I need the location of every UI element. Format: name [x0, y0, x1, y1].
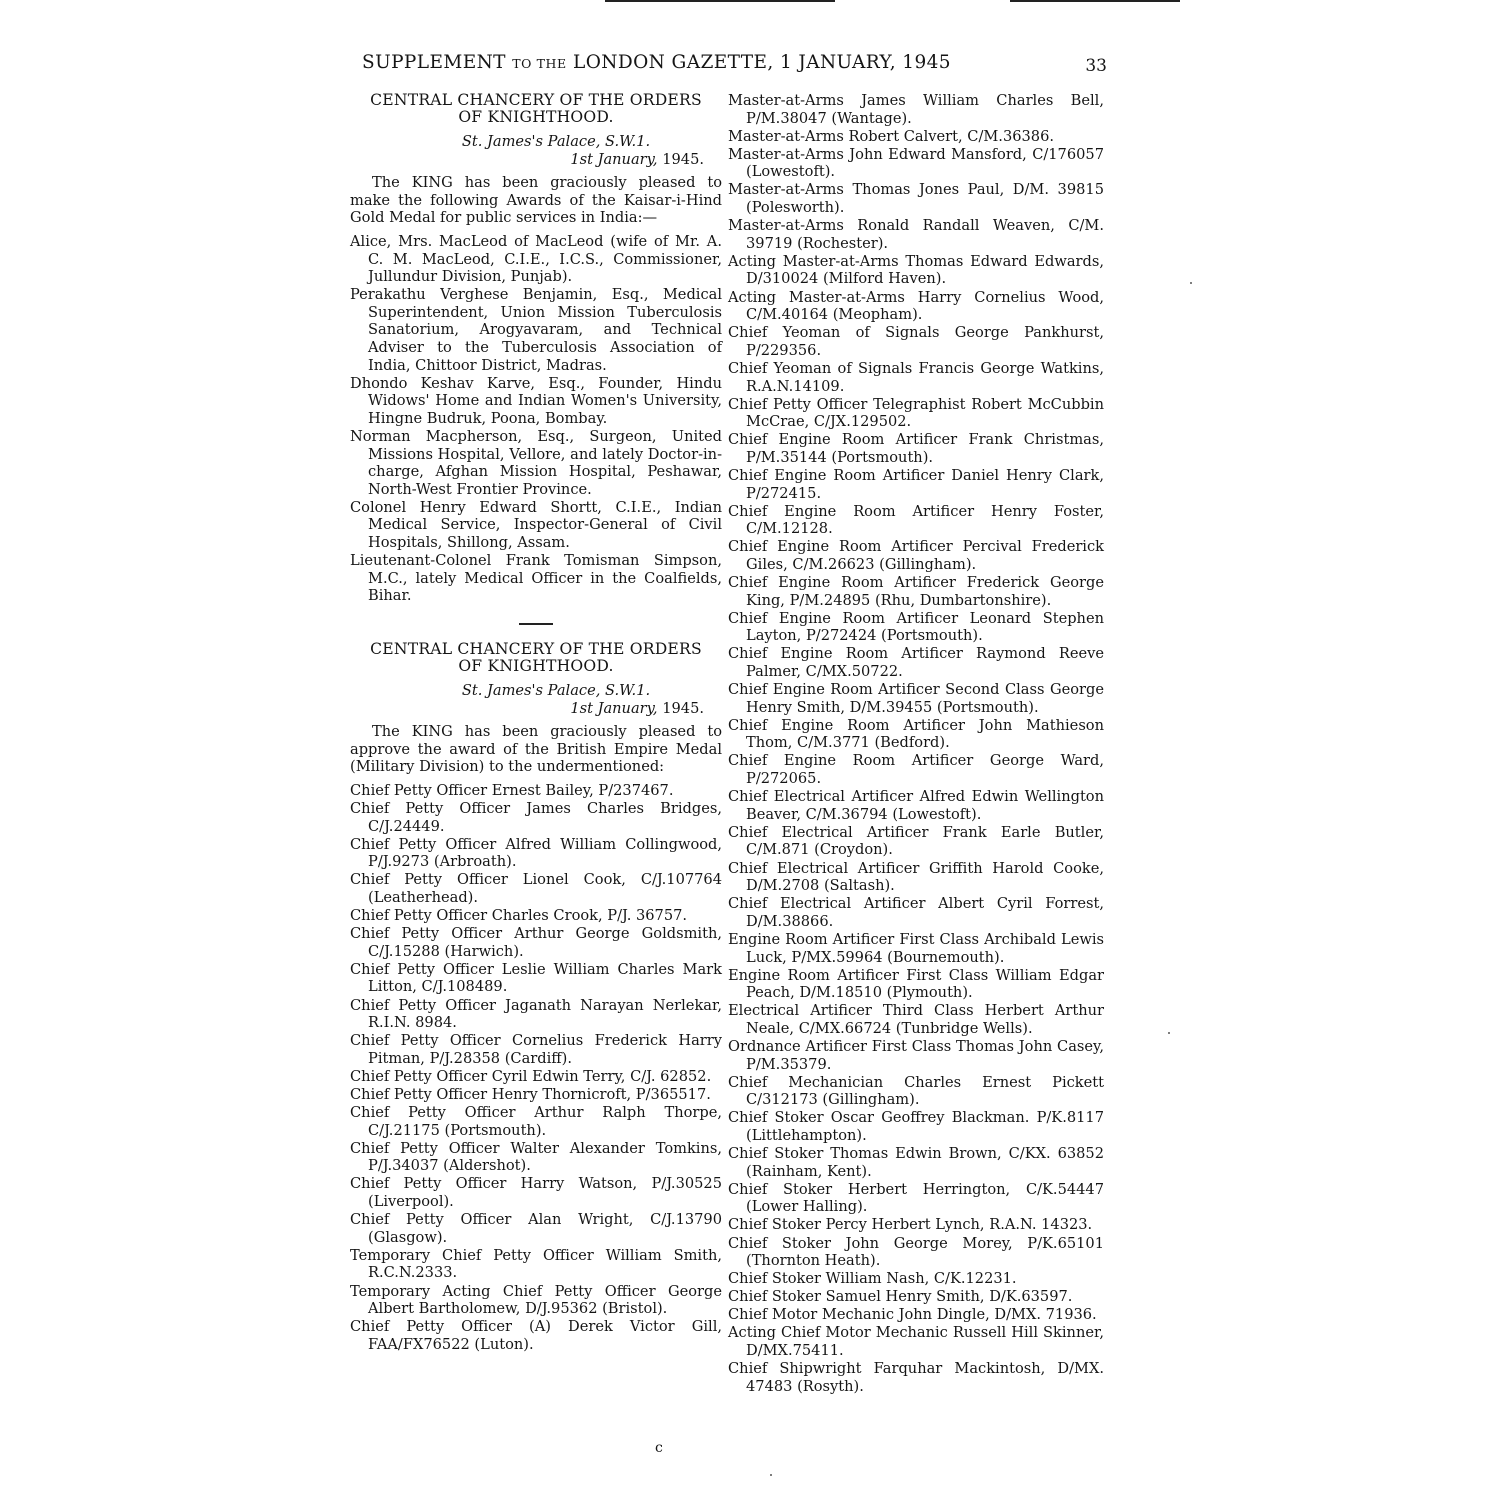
award-entry: Alice, Mrs. MacLeod of MacLeod (wife of Mr. A. C. M. MacLeod, C.I.E., I.C.S., Commissioner, Jullundur Division, Punjab). — [350, 232, 722, 286]
award-list — [350, 233, 722, 605]
award-entry: Temporary Acting Chief Petty Officer George Albert Bartholomew, D/J.95362 (Bristol). — [350, 1282, 722, 1318]
speck — [770, 1474, 772, 1476]
award-entry: Engine Room Artificer First Class Archibald Lewis Luck, P/MX.59964 (Bournemouth). — [728, 930, 1104, 966]
kaisar-i-hind-section — [350, 92, 722, 605]
award-entry: Master-at-Arms Ronald Randall Weaven, C/M. 39719 (Rochester). — [728, 217, 1104, 252]
section-divider — [519, 623, 553, 625]
section-title: CENTRAL CHANCERY OF THE ORDERS OF KNIGHTHOOD. — [370, 639, 702, 675]
award-entry: Colonel Henry Edward Shortt, C.I.E., Indian Medical Service, Inspector-General of Civil Hospitals, Shillong, Assam. — [350, 498, 722, 552]
award-entry: Chief Yeoman of Signals George Pankhurst, P/229356. — [728, 324, 1104, 359]
award-entry: Acting Master-at-Arms Thomas Edward Edwards, D/310024 (Milford Haven). — [728, 252, 1104, 288]
award-entry: Chief Stoker Herbert Herrington, C/K.54447 (Lower Halling). — [728, 1180, 1104, 1216]
award-entry: Chief Stoker Percy Herbert Lynch, R.A.N. 14323. — [728, 1216, 1093, 1234]
award-entry: Chief Petty Officer (A) Derek Victor Gill, FAA/FX76522 (Luton). — [350, 1318, 722, 1353]
award-entry: Engine Room Artificer First Class William Edgar Peach, D/M.18510 (Plymouth). — [728, 966, 1104, 1002]
award-entry: Chief Petty Officer Cornelius Frederick Harry Pitman, P/J.28358 (Cardiff). — [350, 1032, 722, 1067]
section-intro: The KING has been graciously pleased to approve the award of the British Empire Medal (Military Division) to the undermentioned: — [350, 723, 722, 776]
award-entry: Chief Petty Officer Ernest Bailey, P/237467. — [350, 781, 674, 799]
award-entry: Chief Petty Officer Alan Wright, C/J.13790 (Glasgow). — [350, 1211, 722, 1246]
award-entry: Chief Electrical Artificer Albert Cyril Forrest, D/M.38866. — [728, 895, 1104, 930]
award-entry: Chief Petty Officer Alfred William Collingwood, P/J.9273 (Arbroath). — [350, 835, 722, 871]
award-entry: Lieutenant-Colonel Frank Tomisman Simpson, M.C., lately Medical Officer in the Coalfields, Bihar. — [350, 552, 722, 605]
award-entry: Chief Petty Officer Lionel Cook, C/J.107764 (Leatherhead). — [350, 871, 722, 906]
award-entry: Chief Engine Room Artificer Frank Christmas, P/M.35144 (Portsmouth). — [728, 431, 1104, 466]
award-entry: Chief Engine Room Artificer Henry Foster, C/M.12128. — [728, 502, 1104, 538]
award-entry: Chief Petty Officer James Charles Bridges, C/J.24449. — [350, 800, 722, 835]
award-entry: Chief Electrical Artificer Griffith Harold Cooke, D/M.2708 (Saltash). — [728, 859, 1104, 895]
award-entry: Chief Stoker Samuel Henry Smith, D/K.63597. — [728, 1288, 1073, 1306]
award-entry: Chief Stoker Thomas Edwin Brown, C/KX. 63852 (Rainham, Kent). — [728, 1145, 1104, 1180]
british-empire-medal-section — [350, 641, 722, 1353]
section-date: 1st January, 1945. — [570, 150, 704, 168]
award-entry: Temporary Chief Petty Officer William Smith, R.C.N.2333. — [350, 1246, 722, 1282]
award-entry: Electrical Artificer Third Class Herbert Arthur Neale, C/MX.66724 (Tunbridge Wells). — [728, 1002, 1104, 1037]
left-column — [350, 92, 722, 1354]
award-entry: Chief Petty Officer Arthur Ralph Thorpe, C/J.21175 (Portsmouth). — [350, 1104, 722, 1139]
award-entry: Chief Petty Officer Telegraphist Robert McCubbin McCrae, C/JX.129502. — [728, 395, 1104, 431]
section-date: 1st January, 1945. — [570, 699, 704, 717]
award-entry: Chief Engine Room Artificer George Ward, P/272065. — [728, 752, 1104, 788]
award-entry: Dhondo Keshav Karve, Esq., Founder, Hindu Widows' Home and Indian Women's University, Hingne Budruk, Poona, Bombay. — [350, 374, 722, 427]
award-entry: Chief Stoker William Nash, C/K.12231. — [728, 1270, 1017, 1288]
section-intro: The KING has been graciously pleased to make the following Awards of the Kaisar-i-Hind Gold Medal for public services in India:— — [350, 174, 722, 227]
award-entry: Chief Electrical Artificer Alfred Edwin Wellington Beaver, C/M.36794 (Lowestoft). — [728, 788, 1104, 823]
award-entry: Chief Petty Officer Charles Crook, P/J. 36757. — [350, 907, 688, 925]
award-entry: Chief Engine Room Artificer Frederick George King, P/M.24895 (Rhu, Dumbartonshire). — [728, 574, 1104, 609]
award-entry: Perakathu Verghese Benjamin, Esq., Medical Superintendent, Union Mission Tuberculosis Sanatorium, Arogyavaram, and Technical Adviser to the Tuberculosis Association of India, Chittoor District, Madras. — [350, 286, 722, 374]
award-entry: Acting Master-at-Arms Harry Cornelius Wood, C/M.40164 (Meopham). — [728, 288, 1104, 324]
award-entry: Ordnance Artificer First Class Thomas John Casey, P/M.35379. — [728, 1037, 1104, 1073]
speck — [1190, 282, 1192, 284]
issue-date: 1 JANUARY, 1945 — [779, 52, 951, 73]
award-entry: Master-at-Arms Thomas Jones Paul, D/M. 39815 (Polesworth). — [728, 181, 1104, 217]
award-entry: Chief Engine Room Artificer Raymond Reeve Palmer, C/MX.50722. — [728, 645, 1104, 680]
award-entry: Chief Engine Room Artificer John Mathieson Thom, C/M.3771 (Bedford). — [728, 716, 1104, 752]
award-list — [728, 92, 1104, 1395]
award-entry: Chief Motor Mechanic John Dingle, D/MX. 71936. — [728, 1306, 1097, 1324]
award-entry: Master-at-Arms James William Charles Bell, P/M.38047 (Wantage). — [728, 92, 1104, 127]
award-entry: Chief Yeoman of Signals Francis George Watkins, R.A.N.14109. — [728, 359, 1104, 395]
section-title: CENTRAL CHANCERY OF THE ORDERS OF KNIGHTHOOD. — [370, 91, 702, 126]
award-entry: Chief Engine Room Artificer Daniel Henry Clark, P/272415. — [728, 466, 1104, 502]
award-entry: Chief Stoker Oscar Geoffrey Blackman. P/K.8117 (Littlehampton). — [728, 1109, 1104, 1144]
award-entry: Chief Petty Officer Walter Alexander Tomkins, P/J.34037 (Aldershot). — [350, 1139, 722, 1175]
page-number: 33 — [1085, 56, 1107, 76]
gazette-title: SUPPLEMENT TO THE LONDON GAZETTE, 1 JANUARY, 1945 — [362, 52, 951, 73]
award-entry: Chief Engine Room Artificer Leonard Stephen Layton, P/272424 (Portsmouth). — [728, 609, 1104, 645]
award-entry: Chief Stoker John George Morey, P/K.65101 (Thornton Heath). — [728, 1234, 1104, 1270]
award-entry: Chief Petty Officer Cyril Edwin Terry, C/J. 62852. — [350, 1067, 712, 1085]
award-entry: Chief Petty Officer Henry Thornicroft, P/365517. — [350, 1086, 711, 1103]
award-entry: Chief Petty Officer Arthur George Goldsmith, C/J.15288 (Harwich). — [350, 925, 722, 960]
page-header — [362, 52, 1107, 82]
section-place: St. James's Palace, S.W.1. — [461, 133, 651, 150]
award-list — [350, 782, 722, 1354]
award-entry: Master-at-Arms Robert Calvert, C/M.36386. — [728, 127, 1055, 145]
award-entry: Master-at-Arms John Edward Mansford, C/176057 (Lowestoft). — [728, 145, 1104, 181]
award-entry: Chief Petty Officer Harry Watson, P/J.30525 (Liverpool). — [350, 1175, 722, 1211]
top-rule-left — [605, 0, 835, 2]
award-entry: Chief Mechanician Charles Ernest Pickett C/312173 (Gillingham). — [728, 1073, 1104, 1109]
award-entry: Acting Chief Motor Mechanic Russell Hill Skinner, D/MX.75411. — [728, 1324, 1104, 1360]
speck — [1168, 1032, 1170, 1034]
top-rule-right — [1010, 0, 1180, 2]
award-entry: Chief Petty Officer Leslie William Charles Mark Litton, C/J.108489. — [350, 960, 722, 996]
award-entry: Chief Petty Officer Jaganath Narayan Nerlekar, R.I.N. 8984. — [350, 996, 722, 1032]
award-entry: Norman Macpherson, Esq., Surgeon, United Missions Hospital, Vellore, and lately Doctor-in-charge, Afghan Mission Hospital, Peshawar, North-West Frontier Province. — [350, 428, 722, 498]
award-entry: Chief Engine Room Artificer Second Class George Henry Smith, D/M.39455 (Portsmouth). — [728, 681, 1104, 716]
section-place: St. James's Palace, S.W.1. — [461, 681, 651, 699]
signature-mark: c — [655, 1440, 663, 1456]
award-entry: Chief Electrical Artificer Frank Earle Butler, C/M.871 (Croydon). — [728, 823, 1104, 859]
award-entry: Chief Shipwright Farquhar Mackintosh, D/MX. 47483 (Rosyth). — [728, 1360, 1104, 1395]
award-entry: Chief Engine Room Artificer Percival Frederick Giles, C/M.26623 (Gillingham). — [728, 538, 1104, 573]
right-column — [728, 92, 1104, 1396]
